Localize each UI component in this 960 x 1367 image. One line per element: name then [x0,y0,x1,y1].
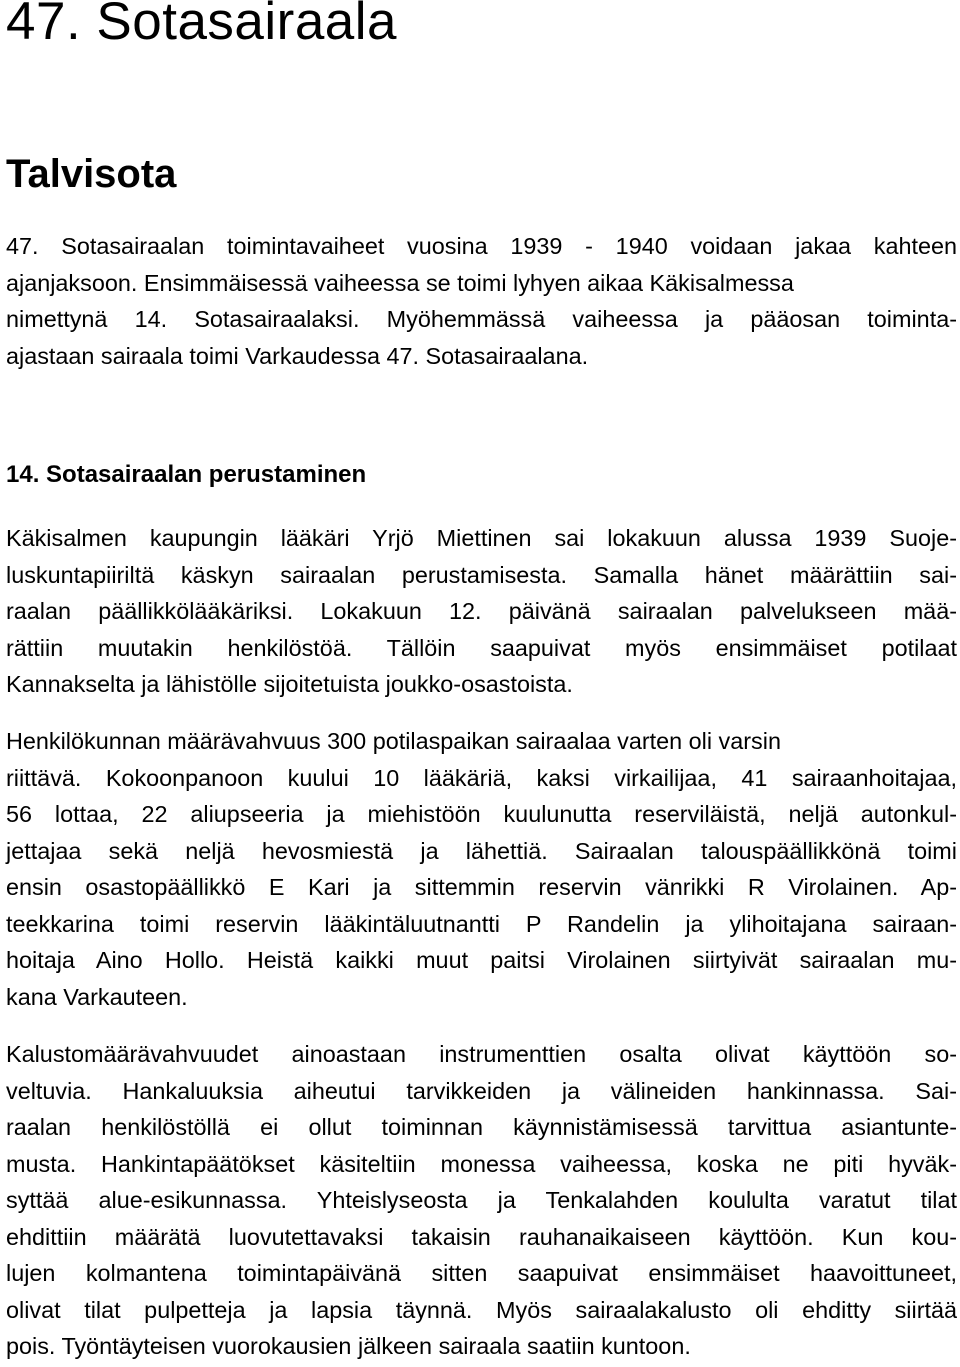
page-title: 47. Sotasairaala [6,0,398,51]
text-line: teekkarina toimi reservin lääkintäluutnantti P Randelin ja ylihoitajana sairaan- [6,910,957,937]
text-line: ehdittiin määrätä luovutettavaksi takaisin rauhanaikaiseen käyttöön. Kun kou- [6,1223,957,1250]
text-line: ajanjaksoon. Ensimmäisessä vaiheessa se toimi lyhyen aikaa Käkisalmessa [6,269,794,296]
text-line: ajastaan sairaala toimi Varkaudessa 47. Sotasairaalana. [6,342,589,369]
text-line: riittävä. Kokoonpanoon kuului 10 lääkäriä, kaksi virkailijaa, 41 sairaanhoitajaa, [6,764,957,791]
text-line: syttää alue-esikunnassa. Yhteislyseosta ja Tenkalahden koululta varatut tilat [6,1187,957,1213]
intro-paragraph [6,228,957,374]
text-line: 56 lottaa, 22 aliupseeria ja miehistöön kuulunutta reserviläistä, neljä autonkul- [6,801,957,827]
text-line: pois. Työntäyteisen vuorokausien jälkeen sairaala saatiin kuntoon. [6,1333,691,1359]
text-line: Kalustomäärävahvuudet ainoastaan instrumenttien osalta olivat käyttöön so- [6,1041,957,1067]
text-line: luskuntapiiriltä käskyn sairaalan perustamisesta. Samalla hänet määrättiin sai- [6,561,957,588]
text-line: olivat tilat pulpetteja ja lapsia täynnä. Myös sairaalakalusto oli ehditty siirtää [6,1296,957,1323]
paragraph-1 [6,520,957,703]
text-line: jettajaa sekä neljä hevosmiestä ja lähettiä. Sairaalan talouspäällikkönä toimi [6,837,957,864]
text-line: Henkilökunnan määrävahvuus 300 potilaspaikan sairaalaa varten oli varsin [6,728,781,754]
text-line: kana Varkauteen. [6,983,188,1010]
paragraph-2 [6,723,957,1015]
paragraph-3 [6,1036,957,1365]
text-line: Kannakselta ja lähistölle sijoitetuista joukko-osastoista. [6,671,573,697]
text-line: nimettynä 14. Sotasairaalaksi. Myöhemmässä vaiheessa ja pääosan toiminta- [6,306,957,332]
text-line: raalan henkilöstöllä ei ollut toiminnan käynnistämisessä tarvittua asiantunte- [6,1114,957,1140]
text-line: 47. Sotasairaalan toimintavaiheet vuosina 1939 - 1940 voidaan jakaa kahteen [6,233,957,259]
text-line: musta. Hankintapäätökset käsiteltiin monessa vaiheessa, koska ne piti hyväk- [6,1150,957,1177]
text-line: hoitaja Aino Hollo. Heistä kaikki muut paitsi Virolainen siirtyivät sairaalan mu- [6,947,957,973]
section-heading: 14. Sotasairaalan perustaminen [6,461,367,488]
section-title-talvisota: Talvisota [6,152,177,196]
text-line: rättiin muutakin henkilöstöä. Tällöin saapuivat myös ensimmäiset potilaat [6,634,957,661]
text-line: raalan päällikkölääkäriksi. Lokakuun 12. päivänä sairaalan palvelukseen mää- [6,598,957,624]
text-line: lujen kolmantena toimintapäivänä sitten saapuivat ensimmäiset haavoittuneet, [6,1260,957,1286]
text-line: veltuvia. Hankaluuksia aiheutui tarvikkeiden ja välineiden hankinnassa. Sai- [6,1077,957,1104]
text-line: ensin osastopäällikkö E Kari ja sittemmin reservin vänrikki R Virolainen. Ap- [6,874,957,900]
text-line: Käkisalmen kaupungin lääkäri Yrjö Miettinen sai lokakuun alussa 1939 Suoje- [6,525,957,551]
